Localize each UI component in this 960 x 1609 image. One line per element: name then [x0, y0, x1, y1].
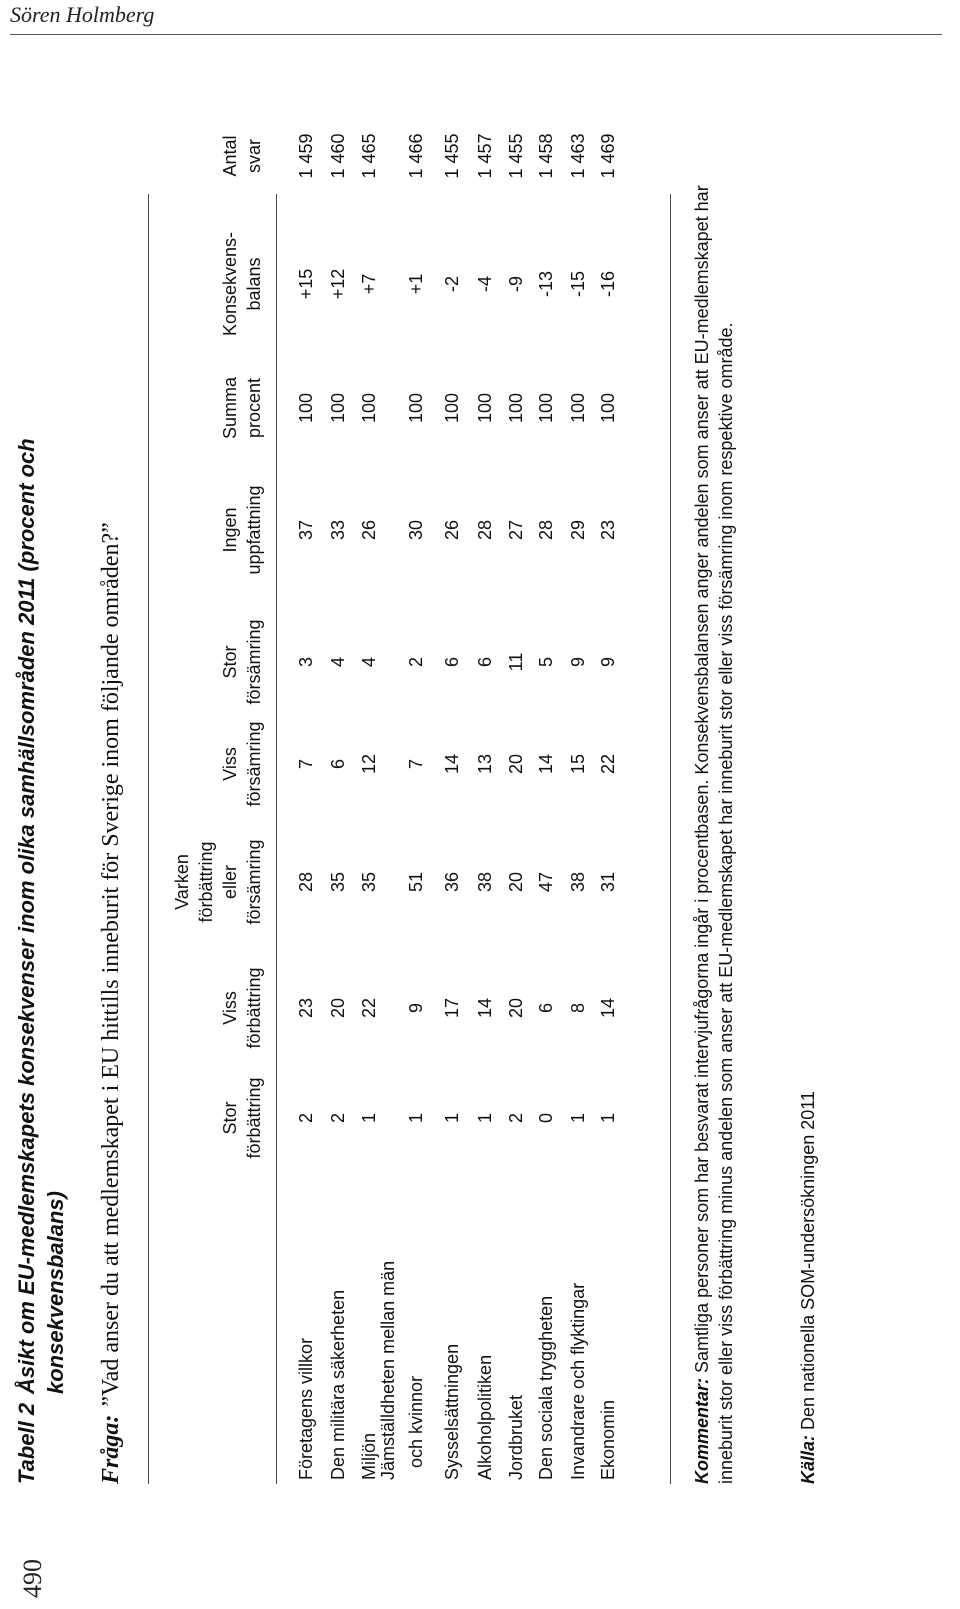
table-cell: -9: [506, 276, 526, 293]
table-cell: 20: [506, 753, 526, 775]
table-cell: -15: [568, 271, 588, 298]
question-label: Fråga:: [98, 1414, 124, 1484]
table-cell: 6: [328, 759, 348, 770]
table-cell: 29: [568, 519, 588, 541]
column-header: [218, 343, 266, 473]
table-cell: 1 455: [442, 133, 462, 179]
row-label: Miljön: [359, 1432, 379, 1480]
table-cell: +12: [328, 268, 348, 300]
table-cell: -2: [442, 276, 462, 293]
column-header: [170, 817, 266, 947]
row-label: Sysselsättningen: [442, 1343, 462, 1480]
column-header-line: Konsekvens-: [220, 231, 240, 337]
table-cell: 17: [442, 997, 462, 1019]
table-cell: 0: [536, 1113, 556, 1124]
table-bottom-rule: [670, 194, 671, 1484]
column-header-line: balans: [244, 257, 264, 311]
table-cell: 100: [328, 392, 348, 424]
table-cell: 1: [406, 1113, 426, 1124]
column-header: [218, 465, 266, 595]
table-cell: 38: [475, 871, 495, 893]
table-cell: 100: [359, 392, 379, 424]
column-header-line: förbättring: [244, 1077, 264, 1159]
column-header: [218, 943, 266, 1073]
table-cell: 1: [568, 1113, 588, 1124]
table-cell: 5: [536, 657, 556, 668]
table-cell: 6: [536, 1003, 556, 1014]
table-cell: -16: [598, 271, 618, 298]
question-text: ”Vad anser du att medlemskapet i EU hittills inneburit för Sverige inom följande områden?”: [98, 522, 124, 1407]
table-cell: 1 466: [406, 133, 426, 179]
table-cell: 100: [442, 392, 462, 424]
row-label: Den sociala tryggheten: [536, 1295, 556, 1480]
table-cell: 4: [359, 657, 379, 668]
column-header-line: Viss: [220, 991, 240, 1025]
table-cell: 22: [598, 753, 618, 775]
column-header-line: försämring: [244, 619, 264, 705]
table-cell: 1 460: [328, 133, 348, 179]
table-cell: 1: [598, 1113, 618, 1124]
column-header: [218, 597, 266, 727]
table-cell: 31: [598, 871, 618, 893]
table-cell: 47: [536, 871, 556, 893]
table-cell: 7: [406, 759, 426, 770]
table-cell: 6: [475, 657, 495, 668]
table-cell: 7: [296, 759, 316, 770]
table-cell: 9: [406, 1003, 426, 1014]
column-header-line: Summa: [220, 377, 240, 440]
table-cell: 20: [506, 997, 526, 1019]
table-cell: 100: [568, 392, 588, 424]
table-cell: 14: [536, 753, 556, 775]
column-header-line: eller: [220, 865, 240, 900]
table-cell: 14: [475, 997, 495, 1019]
table-cell: 23: [296, 997, 316, 1019]
table-cell: 13: [475, 753, 495, 775]
table-cell: 2: [506, 1113, 526, 1124]
table-cell: 12: [359, 753, 379, 775]
column-header-line: Antal: [220, 135, 240, 177]
table-cell: 28: [536, 519, 556, 541]
table-top-rule: [148, 194, 149, 1484]
column-header-line: förbättring: [244, 967, 264, 1049]
table-cell: 1 458: [536, 133, 556, 179]
column-header: [218, 91, 266, 221]
table-cell: 4: [328, 657, 348, 668]
column-header-line: svar: [244, 139, 264, 174]
row-label-continued: och kvinnor: [406, 1375, 426, 1468]
row-label: Ekonomin: [598, 1399, 618, 1480]
column-header: [218, 219, 266, 349]
header-rule: [10, 34, 942, 35]
author-name: Sören Holmberg: [10, 2, 155, 27]
table-cell: 1 457: [475, 133, 495, 179]
table-cell: 20: [506, 871, 526, 893]
table-cell: 26: [442, 519, 462, 541]
table-cell: 100: [296, 392, 316, 424]
source-label: Källa:: [798, 1434, 818, 1484]
column-header-line: Ingen: [220, 507, 240, 553]
table-cell: 20: [328, 997, 348, 1019]
page-number: 490: [18, 1559, 47, 1598]
table-title: Åsikt om EU-medlemskapets konsekvenser inom olika samhällsområden 2011 (procent och konsekvensbalans): [14, 438, 68, 1394]
row-label: Jämställdheten mellan män: [378, 1260, 398, 1480]
table-cell: 6: [442, 657, 462, 668]
row-label: Alkoholpolitiken: [475, 1354, 495, 1480]
table-cell: 1 463: [568, 133, 588, 179]
table-cell: 35: [328, 871, 348, 893]
table-cell: 36: [442, 871, 462, 893]
column-header-line: försämring: [244, 721, 264, 807]
table-cell: 1: [359, 1113, 379, 1124]
table-cell: 30: [406, 519, 426, 541]
table-cell: 14: [442, 753, 462, 775]
table-cell: -13: [536, 271, 556, 298]
table-cell: 1 465: [359, 133, 379, 179]
table-cell: 22: [359, 997, 379, 1019]
table-cell: 9: [568, 657, 588, 668]
table-cell: 9: [598, 657, 618, 668]
comment-text: Samtliga personer som har besvarat intervjufrågorna ingår i procentbasen. Konsekvensbalansen anger andelen som anser att EU-medlemskapet har inneburit stor eller viss förbättring minus andelen som anser att EU-medlemskapet har inneburit stor eller viss försämring inom respektive område.: [692, 185, 736, 1484]
table-cell: 28: [296, 871, 316, 893]
table-cell: 2: [296, 1113, 316, 1124]
column-header-line: Varken: [172, 854, 192, 910]
column-header-line: Stor: [220, 645, 240, 679]
table-cell: 3: [296, 657, 316, 668]
table-cell: 33: [328, 519, 348, 541]
table-cell: 14: [598, 997, 618, 1019]
table-cell: 100: [406, 392, 426, 424]
table-cell: +7: [359, 273, 379, 295]
table-cell: 100: [475, 392, 495, 424]
rotated-table-page: [8, 88, 818, 1598]
table-cell: 37: [296, 519, 316, 541]
table-cell: 1 455: [506, 133, 526, 179]
table-cell: 35: [359, 871, 379, 893]
table-cell: 100: [598, 392, 618, 424]
table-cell: +1: [406, 273, 426, 295]
table-comment: [690, 184, 738, 1484]
comment-label: Kommentar:: [692, 1377, 712, 1484]
table-cell: 1 459: [296, 133, 316, 179]
table-cell: 15: [568, 753, 588, 775]
column-header-line: uppfattning: [244, 485, 264, 575]
table-cell: 2: [328, 1113, 348, 1124]
table-cell: 51: [406, 871, 426, 893]
table-cell: 26: [359, 519, 379, 541]
row-label: Jordbruket: [506, 1394, 526, 1480]
table-cell: 27: [506, 519, 526, 541]
column-header-line: försämring: [244, 839, 264, 925]
table-cell: 1: [475, 1113, 495, 1124]
table-cell: 1 469: [598, 133, 618, 179]
table-cell: 8: [568, 1003, 588, 1014]
row-label: Invandrare och flyktingar: [568, 1282, 588, 1480]
table-cell: 11: [506, 652, 526, 672]
table-label: Tabell 2: [14, 1402, 39, 1484]
table-cell: 28: [475, 519, 495, 541]
table-cell: 2: [406, 657, 426, 668]
column-header-line: förbättring: [196, 841, 216, 923]
column-header-line: Stor: [220, 1101, 240, 1135]
table-cell: 100: [536, 392, 556, 424]
column-header-line: Viss: [220, 747, 240, 781]
row-label: Företagens villkor: [296, 1337, 316, 1480]
table-cell: +15: [296, 268, 316, 300]
row-label: Den militära säkerheten: [328, 1289, 348, 1480]
source-text: Den nationella SOM-undersökningen 2011: [798, 1091, 818, 1430]
table-source: [798, 1091, 819, 1484]
table-cell: 38: [568, 871, 588, 893]
table-cell: 23: [598, 519, 618, 541]
table-cell: -4: [475, 276, 495, 293]
table-cell: 100: [506, 392, 526, 424]
survey-question: [98, 522, 125, 1484]
table-cell: 1: [442, 1113, 462, 1124]
column-header-line: procent: [244, 377, 264, 439]
table-header-rule: [276, 194, 277, 1484]
